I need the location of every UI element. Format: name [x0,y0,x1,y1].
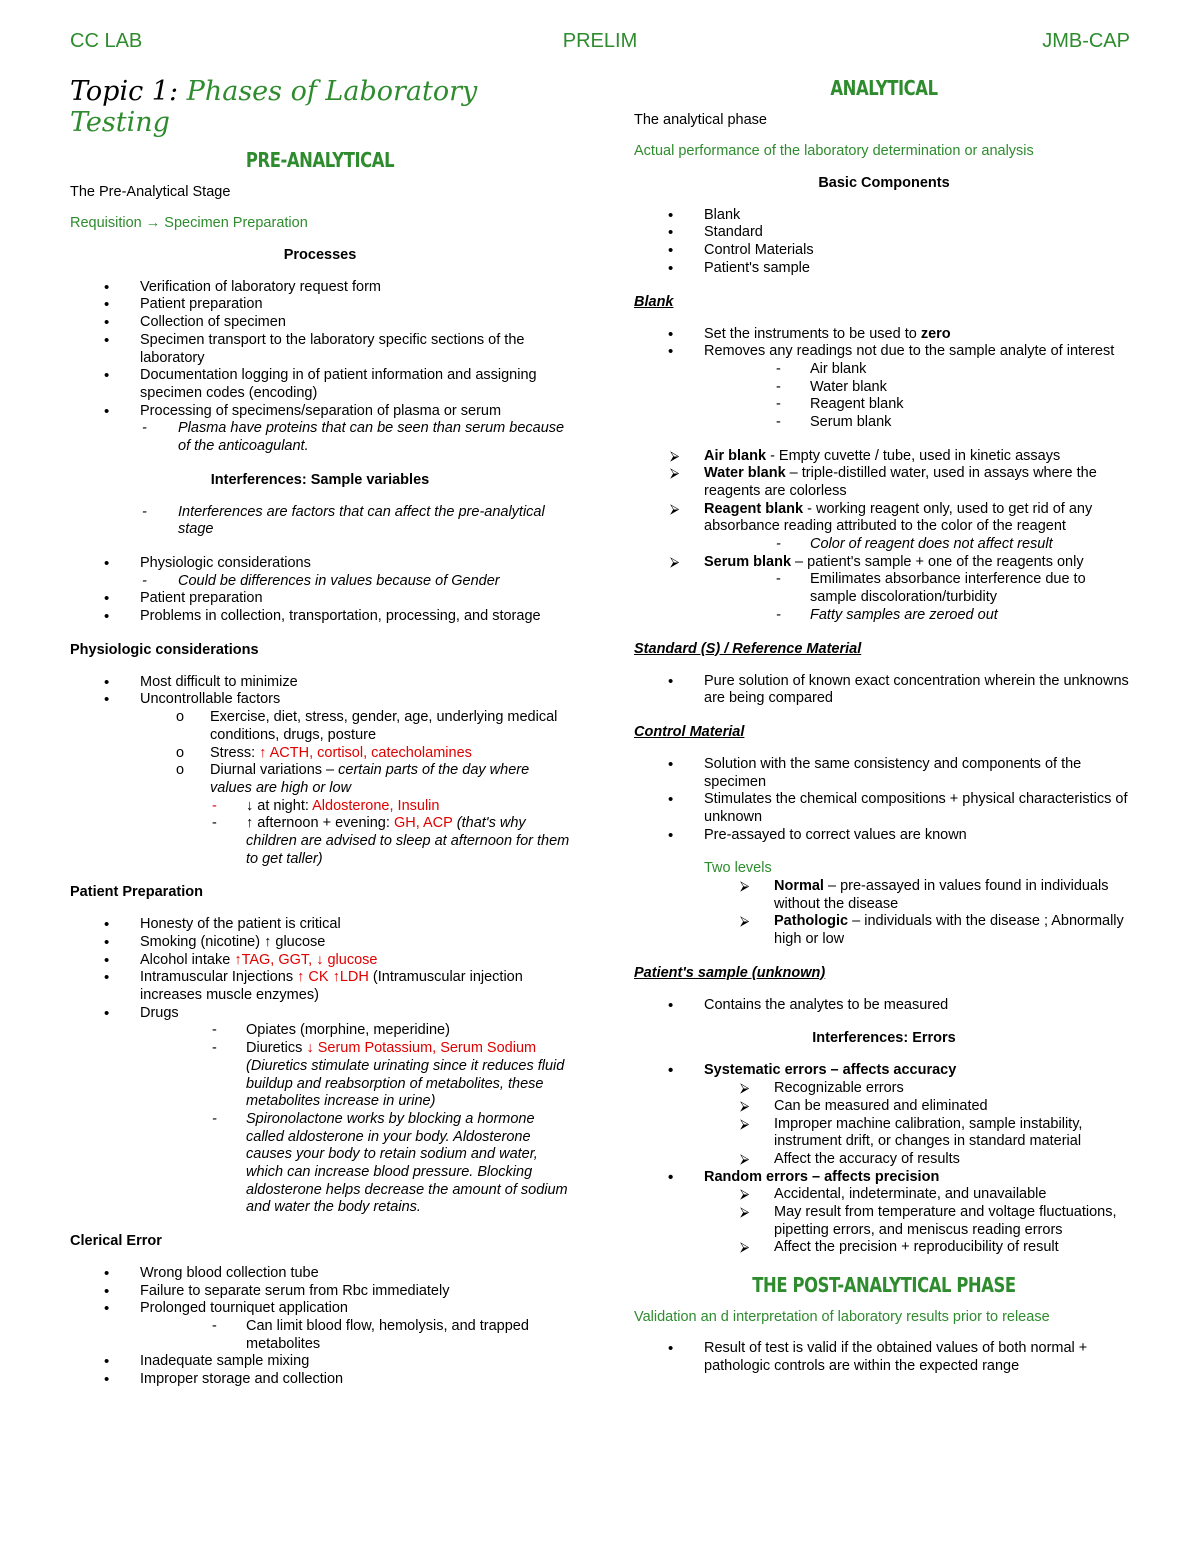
night-hormones: Aldosterone, Insulin [312,797,440,814]
list-item: o Exercise, diet, stress, gender, age, underlying medical conditions, drugs, posture [70,709,570,744]
errors-heading: Interferences: Errors [812,1030,956,1047]
list-item: ⮚ Recognizable errors [634,1080,1134,1098]
diurnal-desc: certain parts of the day where values are high or low [210,762,530,796]
stress-hormones: ↑ ACTH, cortisol, catecholamines [259,744,472,761]
basic-components-heading: Basic Components [818,174,950,191]
basic-components-list [634,207,1134,278]
list-item: • Patient preparation [70,296,570,314]
standard-list [634,673,1134,708]
list-item: - Emilimates absorbance interference due to sample discoloration/turbidity [634,571,1134,606]
pathologic-desc: – individuals with the disease ; Abnormally high or low [774,913,1124,948]
list-item: ⮚ Affect the accuracy of results [634,1151,1134,1169]
list-item: - Opiates (morphine, meperidine) [70,1022,570,1040]
list-item: • Specimen transport to the laboratory specific sections of the laboratory [70,332,570,367]
list-item: - Water blank [634,379,1134,397]
reagent-blank-desc: - working reagent only, used to get rid of any absorbance reading attributed to the color of the reagent [704,500,1093,535]
post-analytical-title: THE POST-ANALYTICAL PHASE [752,1273,1016,1298]
list-item: • Inadequate sample mixing [70,1353,570,1371]
blank1-text: Set the instruments to be used to [704,325,921,342]
control-material-heading: Control Material [634,723,745,740]
afternoon-note: (that's why children are advised to sleep at afternoon for them to get taller) [246,815,570,867]
list-item: - Spironolactone works by blocking a hormone called aldosterone in your body. Aldosterone causes your body to retain sodium and water, which can increase blood pressure. Blocking aldosterone helps decrease the amount of sodium and water the body retains. [70,1111,570,1217]
list-item: • Contains the analytes to be measured [634,997,1134,1015]
right-column [634,72,1134,1392]
two-levels-label: Two levels [704,860,772,877]
processes-heading: Processes [283,246,357,263]
list-item: • Blank [634,207,1134,225]
clerical-heading: Clerical Error [70,1233,162,1250]
left-column [70,72,570,1405]
list-item: • Pure solution of known exact concentration wherein the unknowns are being compared [634,673,1134,708]
list-item: ⮚ Affect the precision + reproducibility of result [634,1239,1134,1257]
water-blank-desc: – triple-distilled water, used in assays where the reagents are colorless [704,465,1097,500]
topic-heading [70,76,570,138]
processes-list [70,279,570,456]
list-item [634,878,1134,913]
list-item [634,326,1134,344]
diuretics-label: Diuretics [246,1040,307,1057]
list-item: • Result of test is valid if the obtained values of both normal + pathologic controls are within the expected range [634,1340,1134,1375]
patient-prep-list [70,916,570,1217]
list-item: • Pre-assayed to correct values are known [634,827,1134,845]
stage-text: The Pre-Analytical Stage [70,184,231,200]
patient-prep-heading: Patient Preparation [70,884,203,901]
gender-note: - Could be differences in values because of Gender [70,573,570,591]
phase-text: The analytical phase [634,112,767,128]
water-blank-label: Water blank [704,465,786,482]
diurnal-label: Diurnal variations – [210,762,339,779]
air-blank-desc: - Empty cuvette / tube, used in kinetic assays [766,447,1061,464]
topic-title: Phases of Laboratory Testing [70,76,478,138]
serum-blank-desc: – patient's sample + one of the reagents only [791,553,1084,570]
list-item: • Control Materials [634,242,1134,260]
blank-list [634,326,1134,432]
pre-analytical-title: PRE-ANALYTICAL [245,148,395,172]
interferences-heading: Interferences: Sample variables [210,471,430,488]
header-right: JMB-CAP [1042,30,1130,52]
list-item: • Wrong blood collection tube [70,1265,570,1283]
list-item: - Reagent blank [634,396,1134,414]
im-note: (Intramuscular injection increases muscle enzymes) [140,969,523,1004]
list-item [634,448,1134,466]
alcohol-effects: ↑TAG, GGT, ↓ glucose [234,951,378,968]
list-item: • Uncontrollable factors [70,691,570,709]
list-item: • Patient preparation [70,590,570,608]
topic-prefix: Topic 1: [70,76,179,107]
list-item [70,798,570,816]
list-item: • Removes any readings not due to the sample analyte of interest [634,343,1134,361]
list-item: • Solution with the same consistency and components of the specimen [634,756,1134,791]
diuretics-note: (Diuretics stimulate urinating since it reduces fluid buildup and reabsorption of metabolites, these metabolites increase in urine) [246,1057,565,1110]
list-item: - Air blank [634,361,1134,379]
analytical-title: ANALYTICAL [830,76,938,100]
physiologic-heading: Physiologic considerations [70,641,259,658]
header-center: PRELIM [562,30,638,52]
patient-sample-heading: Patient's sample (unknown) [634,964,826,981]
diuretics-effects: ↓ Serum Potassium, Serum Sodium [306,1040,537,1057]
alcohol-label: Alcohol intake [140,951,235,968]
physiologic-list [70,674,570,869]
levels-list [634,860,1134,948]
list-item: • Collection of specimen [70,314,570,332]
afternoon-hormones: GH, ACP [393,815,453,832]
plasma-note: - Plasma have proteins that can be seen than serum because of the anticoagulant. [70,420,570,455]
serum-blank-label: Serum blank [704,553,792,570]
list-item: • Prolonged tourniquet application [70,1300,570,1318]
list-item: • Drugs [70,1005,570,1023]
header-left: CC LAB [70,30,143,52]
list-item: • Standard [634,224,1134,242]
list-item: • Honesty of the patient is critical [70,916,570,934]
actual-text: Actual performance of the laboratory determination or analysis [634,143,1034,160]
list-item: - Color of reagent does not affect result [634,536,1134,554]
list-item [70,1040,570,1111]
list-item [634,554,1134,572]
errors-list [634,1062,1134,1257]
list-item [634,501,1134,536]
validation-text: Validation an d interpretation of laboratory results prior to release [634,1309,1050,1326]
list-item: • Problems in collection, transportation, processing, and storage [70,608,570,626]
im-effects: ↑ CK ↑LDH [297,969,369,986]
list-item: ⮚ Accidental, indeterminate, and unavailable [634,1186,1134,1204]
afternoon-label: ↑ afternoon + evening: [246,815,394,832]
post-analytical-list [634,1340,1134,1375]
air-blank-label: Air blank [704,447,767,464]
interferences-note: - Interferences are factors that can affect the pre-analytical stage [70,504,570,539]
blank1-zero: zero [920,325,951,342]
list-item: • Physiologic considerations [70,555,570,573]
interferences-note-list [70,504,570,539]
list-item: • Most difficult to minimize [70,674,570,692]
im-label: Intramuscular Injections [140,969,298,986]
list-item: • Processing of specimens/separation of plasma or serum [70,403,570,421]
pathologic-label: Pathologic [774,913,849,930]
list-item: • Documentation logging in of patient information and assigning specimen codes (encoding) [70,367,570,402]
list-item: • Stimulates the chemical compositions + physical characteristics of unknown [634,791,1134,826]
list-item: ⮚ May result from temperature and voltage fluctuations, pipetting errors, and meniscus reading errors [634,1204,1134,1239]
list-item [70,815,570,868]
night-label: ↓ at night: [246,797,313,814]
clerical-list [70,1265,570,1389]
control-material-list [634,756,1134,844]
list-item: - Serum blank [634,414,1134,432]
list-item [634,913,1134,948]
stress-label: Stress: [210,744,260,761]
systematic-errors: • Systematic errors – affects accuracy [634,1062,1134,1080]
standard-heading: Standard (S) / Reference Material [634,640,862,657]
random-errors: • Random errors – affects precision [634,1169,1134,1187]
patient-sample-list [634,997,1134,1015]
list-item [70,969,570,1004]
list-item: • Patient's sample [634,260,1134,278]
list-item [70,762,570,797]
list-item: - Fatty samples are zeroed out [634,607,1134,625]
list-item: • Failure to separate serum from Rbc immediately [70,1283,570,1301]
list-item: • Verification of laboratory request form [70,279,570,297]
blank-types-list [634,448,1134,625]
list-item: • Smoking (nicotine) ↑ glucose [70,934,570,952]
list-item: - Can limit blood flow, hemolysis, and trapped metabolites [70,1318,570,1353]
sample-variables-list [70,555,570,626]
list-item [70,952,570,970]
list-item: • Improper storage and collection [70,1371,570,1389]
list-item: ⮚ Improper machine calibration, sample instability, instrument drift, or changes in standard material [634,1116,1134,1151]
list-item: ⮚ Can be measured and eliminated [634,1098,1134,1116]
flow-text: Requisition → Specimen Preparation [70,215,308,232]
reagent-blank-label: Reagent blank [704,500,804,517]
list-item [634,465,1134,500]
normal-desc: – pre-assayed in values found in individuals without the disease [774,878,1109,912]
blank-heading: Blank [634,293,674,310]
list-item [70,745,570,763]
normal-label: Normal [774,878,824,895]
